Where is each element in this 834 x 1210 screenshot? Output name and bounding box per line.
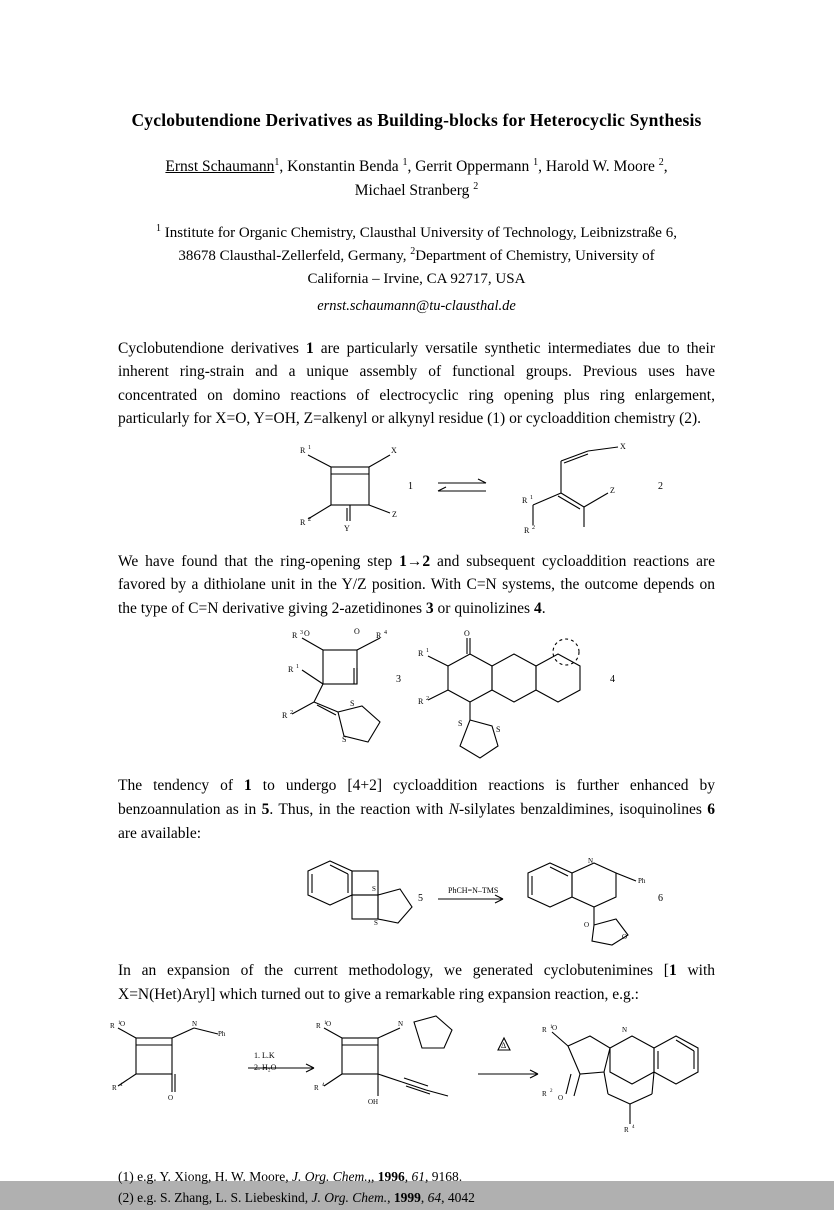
scheme1-label-1: 1: [408, 480, 413, 492]
svg-text:4: 4: [384, 630, 387, 637]
p2-compound-3: 3: [425, 599, 434, 617]
reference-2: [118, 1188, 715, 1208]
ref1-year: 1996: [377, 1169, 405, 1185]
svg-text:1: 1: [530, 494, 533, 501]
svg-text:R: R: [300, 445, 306, 455]
svg-text:R: R: [292, 631, 298, 641]
svg-text:Z: Z: [392, 509, 397, 519]
svg-text:R: R: [418, 649, 424, 659]
p4-text-a: In an expansion of the current methodology, we generated cyclobutenimines [: [118, 962, 669, 980]
affiliation-block: [118, 222, 715, 292]
svg-text:OH: OH: [368, 1098, 379, 1107]
author-3-marker: 1: [533, 157, 539, 169]
author-5: Michael Stranberg: [354, 181, 474, 199]
affiliation-line-1: Institute for Organic Chemistry, Clausthal University of Technology, Leibnizstraße 6,: [161, 224, 677, 241]
author-4-marker: 2: [658, 157, 664, 169]
svg-text:4: 4: [632, 1125, 635, 1131]
p1-compound-1: 1: [305, 339, 314, 357]
paragraph-1: [118, 337, 715, 431]
references-list: [118, 1167, 715, 1209]
svg-text:S: S: [496, 725, 501, 735]
p2-text-a: We have found that the ring-opening step: [118, 552, 400, 570]
p3-compound-6: 6: [707, 801, 716, 818]
ref1-authors: e.g. Y. Xiong, H. W. Moore,: [137, 1169, 292, 1185]
author-sep: ,: [663, 158, 668, 176]
scheme-4: [110, 1016, 715, 1141]
p3-text-b: to undergo [4+2] cycloaddition reactions is further enhanced by benzoannulation as in: [118, 777, 715, 818]
svg-text:2: 2: [426, 696, 429, 703]
ref2-volume: 64: [427, 1190, 442, 1206]
p3-text-e: are available:: [118, 824, 202, 842]
ref1-comma: ,: [371, 1169, 378, 1185]
svg-text:R: R: [300, 517, 306, 527]
svg-text:O: O: [464, 629, 470, 639]
svg-text:N: N: [588, 857, 594, 866]
p2-text-b: and subsequent cycloaddition reactions are favored by a dithiolane unit in the Y/Z position. With C=N systems, the outcome depends on the type of C=N derivative giving 2-azetidinones: [118, 552, 715, 617]
scheme3-reagent: PhCH=N–TMS: [448, 886, 499, 896]
svg-text:1: 1: [296, 664, 299, 671]
svg-text:O: O: [168, 1094, 174, 1103]
svg-text:Ph: Ph: [638, 877, 646, 886]
svg-text:O: O: [584, 921, 590, 930]
svg-text:R: R: [418, 697, 424, 707]
svg-text:3: 3: [300, 630, 303, 637]
p3-text-a: The tendency of: [118, 777, 245, 795]
svg-text:R: R: [112, 1084, 117, 1093]
p2-text-d: .: [541, 599, 546, 617]
svg-text:X: X: [391, 445, 397, 455]
svg-text:1: 1: [118, 1021, 121, 1027]
svg-text:R: R: [376, 631, 382, 641]
ref2-authors: e.g. S. Zhang, L. S. Liebeskind,: [137, 1190, 312, 1206]
scheme4-heat-symbol: Δ: [501, 1041, 507, 1051]
paragraph-2: [118, 550, 715, 621]
svg-text:R: R: [110, 1022, 115, 1031]
ref2-journal: J. Org. Chem.: [311, 1190, 388, 1206]
ref2-pages: , 4042: [441, 1190, 475, 1206]
ref1-volume: 61: [411, 1169, 425, 1185]
ref2-year: 1999: [393, 1190, 421, 1206]
p1-text-b: are particularly versatile synthetic intermediates due to their inherent ring-strain and a unique assembly of functional groups. Previous uses have concentrated on domino reactions of electrocyclic ring opening plus ring enlargement, particularly for X=O, Y=OH, Z=alkenyl or alkynyl residue (1) or cycloaddition chemistry (2).: [118, 339, 715, 428]
svg-text:R: R: [316, 1022, 321, 1031]
svg-text:O: O: [622, 933, 628, 942]
svg-text:Y: Y: [344, 523, 350, 533]
svg-text:O: O: [326, 1020, 332, 1029]
scheme-2: [118, 627, 715, 760]
ref2-number: (2): [118, 1190, 134, 1206]
p3-text-c: . Thus, in the reaction with: [269, 801, 449, 818]
author-affil-marker: 1: [274, 157, 280, 169]
svg-text:4: 4: [120, 1083, 123, 1089]
p2-compound-1-2: 1→2: [399, 552, 431, 570]
author-5-marker: 2: [473, 180, 479, 192]
p2-text-c: or quinolizines: [433, 599, 534, 617]
svg-text:S: S: [342, 735, 347, 745]
scheme-3: [118, 855, 715, 945]
svg-text:N: N: [192, 1020, 198, 1029]
svg-text:1: 1: [426, 648, 429, 655]
p3-text-d: -silylates benzaldimines, isoquinolines: [459, 801, 708, 818]
p1-text-a: Cyclobutendione derivatives: [118, 339, 306, 357]
svg-text:1: 1: [550, 1025, 553, 1031]
svg-text:R: R: [314, 1084, 319, 1093]
contact-email[interactable]: ernst.schaumann@tu-clausthal.de: [317, 297, 516, 314]
scheme1-label-2: 2: [658, 480, 663, 492]
svg-text:Ph: Ph: [218, 1030, 226, 1039]
affil-marker-1: 1: [156, 222, 162, 234]
svg-text:R: R: [542, 1026, 547, 1035]
author-2: , Konstantin Benda: [279, 158, 403, 176]
p3-compound-1: 1: [244, 777, 252, 795]
page-title: Cyclobutendione Derivatives as Building-blocks for Heterocyclic Synthesis: [131, 110, 702, 130]
affiliation-line-2a: 38678 Clausthal-Zellerfeld, Germany,: [178, 248, 411, 265]
svg-text:O: O: [304, 629, 310, 639]
svg-text:O: O: [552, 1024, 558, 1033]
svg-text:2: 2: [290, 710, 293, 717]
svg-text:S: S: [458, 719, 463, 729]
svg-text:S: S: [350, 699, 355, 709]
svg-text:2: 2: [532, 524, 535, 531]
affil-marker-2: 2: [410, 246, 416, 258]
affiliation-line-3: California – Irvine, CA 92717, USA: [307, 271, 526, 288]
svg-text:R: R: [288, 665, 294, 675]
p3-italic-n: N: [448, 801, 460, 818]
page-content: [110, 108, 716, 1210]
svg-text:R: R: [524, 525, 530, 535]
scheme3-label-6: 6: [658, 893, 663, 905]
author-3: , Gerrit Oppermann: [407, 158, 534, 176]
svg-text:O: O: [558, 1094, 564, 1103]
p2-compound-4: 4: [533, 599, 542, 617]
svg-text:X: X: [620, 441, 626, 451]
author-2-marker: 1: [402, 157, 408, 169]
svg-text:N: N: [622, 1026, 628, 1035]
svg-text:2: 2: [550, 1089, 553, 1095]
svg-text:R: R: [522, 495, 528, 505]
ref1-number: (1): [118, 1169, 134, 1185]
ref1-journal: J. Org. Chem.,: [292, 1169, 371, 1185]
ref2-comma1: ,: [420, 1190, 428, 1206]
svg-text:1: 1: [324, 1021, 327, 1027]
svg-text:O: O: [354, 627, 360, 637]
svg-text:Z: Z: [610, 485, 615, 495]
ref1-pages: , 9168.: [425, 1169, 463, 1185]
ref2-comma0: ,: [387, 1190, 394, 1206]
scheme4-reagent-1: 1. L.K: [254, 1051, 275, 1061]
svg-text:1: 1: [308, 444, 311, 451]
svg-text:S: S: [372, 885, 376, 894]
affiliation-line-2b: Department of Chemistry, University of: [415, 248, 655, 265]
paragraph-4: [118, 959, 715, 1006]
svg-text:R: R: [624, 1126, 629, 1135]
svg-text:2: 2: [308, 516, 311, 523]
p4-compound-1: 1: [668, 962, 677, 980]
svg-text:4: 4: [322, 1083, 325, 1089]
p4-text-b: with X=N(Het)Aryl] which turned out to give a remarkable ring expansion reaction, e.g.:: [118, 962, 715, 1003]
author-list: [118, 155, 715, 202]
p3-compound-5: 5: [261, 801, 270, 818]
paragraph-3: [118, 774, 715, 845]
scheme2-label-3: 3: [396, 674, 401, 686]
author-primary: Ernst Schaumann: [165, 158, 275, 176]
svg-text:N: N: [398, 1020, 404, 1029]
svg-text:S: S: [374, 919, 378, 928]
scheme2-label-4: 4: [610, 674, 615, 686]
svg-text:R: R: [542, 1090, 547, 1099]
reference-1: [118, 1167, 715, 1187]
scheme4-reagent-2: 2. H₂O: [254, 1063, 277, 1073]
author-4: , Harold W. Moore: [538, 158, 659, 176]
svg-text:R: R: [282, 711, 288, 721]
scheme3-label-5: 5: [418, 893, 423, 905]
svg-text:O: O: [120, 1020, 126, 1029]
ref1-sep: ,: [404, 1169, 412, 1185]
scheme-1: [118, 441, 715, 536]
